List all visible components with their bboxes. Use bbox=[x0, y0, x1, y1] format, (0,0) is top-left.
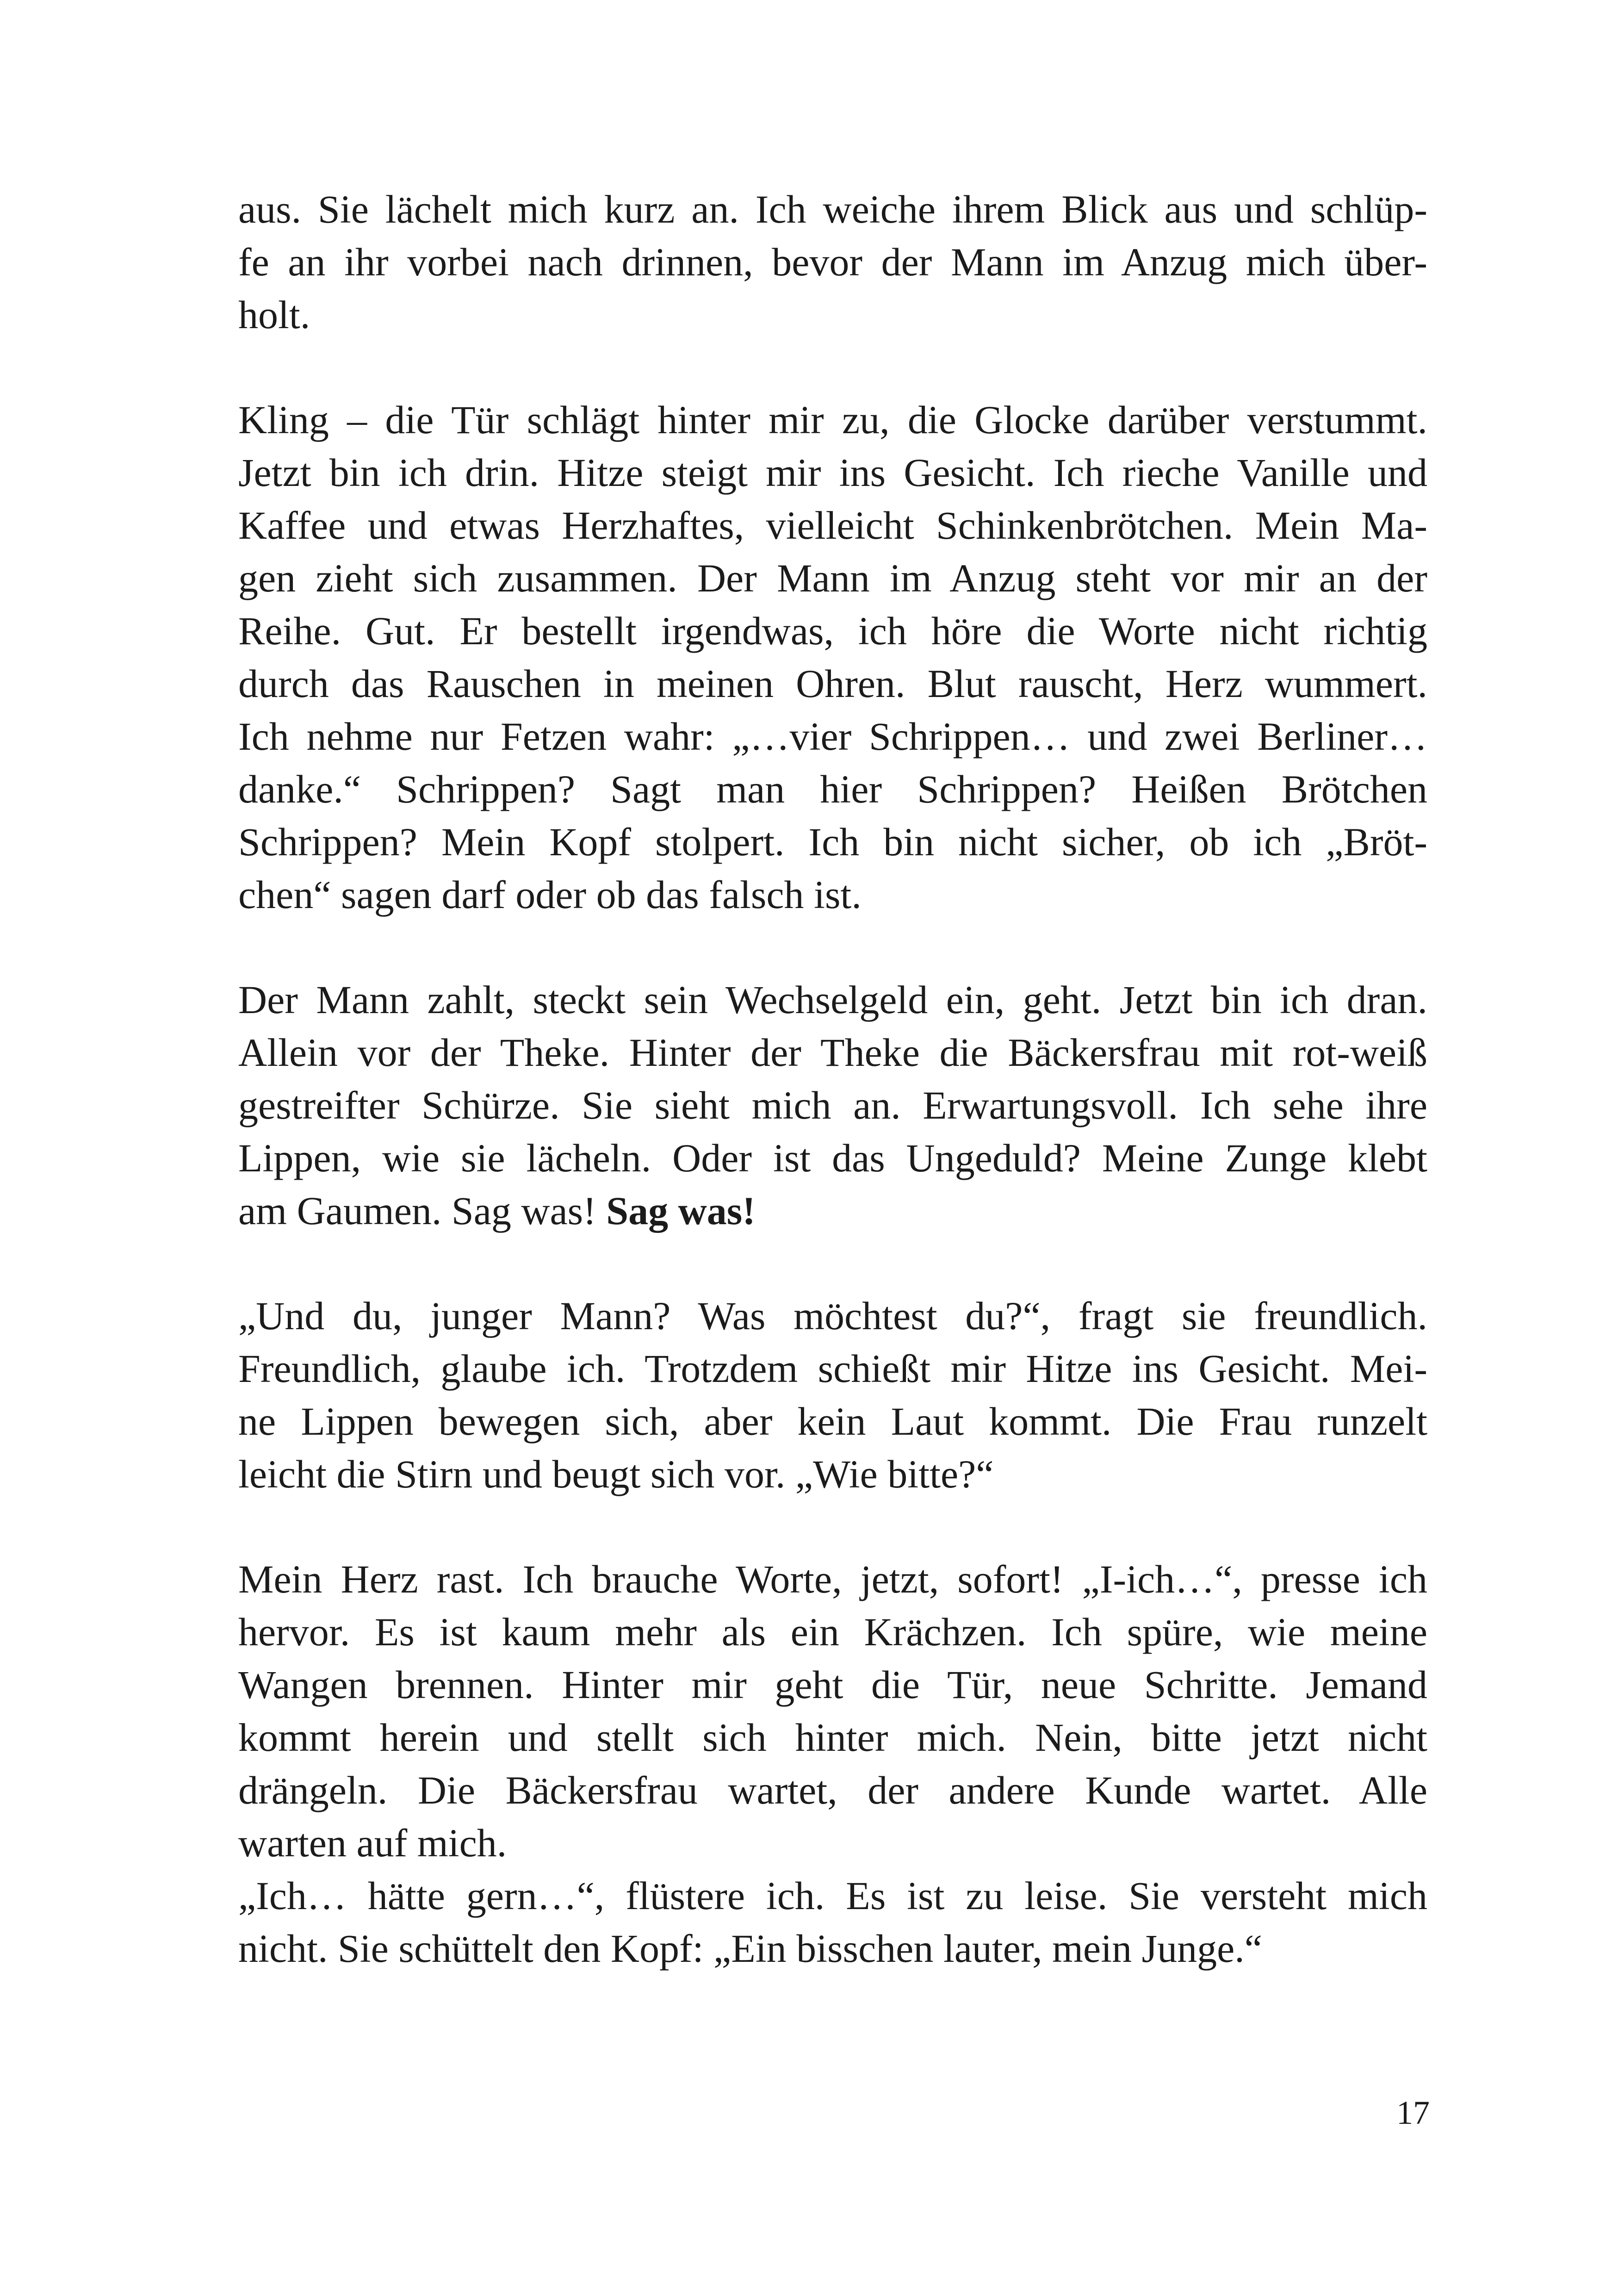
text-line: Ich nehme nur Fetzen wahr: „…vier Schrippen… und zwei Berliner… bbox=[238, 714, 1427, 759]
text-line: warten auf mich. bbox=[238, 1821, 507, 1865]
text-line: Allein vor der Theke. Hinter der Theke die Bäckersfrau mit rot-weiß bbox=[238, 1030, 1427, 1075]
text-line: Kling – die Tür schlägt hinter mir zu, die Glocke darüber verstummt. bbox=[238, 398, 1427, 442]
body-text bbox=[238, 183, 1427, 1975]
text-line: Mein Herz rast. Ich brauche Worte, jetzt, sofort! „I-ich…“, presse ich bbox=[238, 1557, 1427, 1601]
text-line: durch das Rauschen in meinen Ohren. Blut rauscht, Herz wummert. bbox=[238, 661, 1427, 706]
text-line: ne Lippen bewegen sich, aber kein Laut kommt. Die Frau runzelt bbox=[238, 1399, 1427, 1444]
text-line: Freundlich, glaube ich. Trotzdem schießt mir Hitze ins Gesicht. Mei- bbox=[238, 1346, 1427, 1391]
paragraph-5 bbox=[238, 1553, 1427, 1869]
text-line: drängeln. Die Bäckersfrau wartet, der andere Kunde wartet. Alle bbox=[238, 1768, 1427, 1812]
text-line: Der Mann zahlt, steckt sein Wechselgeld ein, geht. Jetzt bin ich dran. bbox=[238, 977, 1427, 1022]
text-line: hervor. Es ist kaum mehr als ein Krächzen. Ich spüre, wie meine bbox=[238, 1610, 1427, 1654]
text-line: aus. Sie lächelt mich kurz an. Ich weiche ihrem Blick aus und schlüp- bbox=[238, 187, 1427, 231]
text-line: Schrippen? Mein Kopf stolpert. Ich bin nicht sicher, ob ich „Bröt- bbox=[238, 820, 1427, 864]
text-line: Jetzt bin ich drin. Hitze steigt mir ins Gesicht. Ich rieche Vanille und bbox=[238, 450, 1427, 495]
text-line: Reihe. Gut. Er bestellt irgendwas, ich höre die Worte nicht richtig bbox=[238, 609, 1427, 653]
paragraph-3 bbox=[238, 973, 1427, 1237]
paragraph-6 bbox=[238, 1869, 1427, 1975]
text-line: gestreifter Schürze. Sie sieht mich an. Erwartungsvoll. Ich sehe ihre bbox=[238, 1083, 1427, 1127]
text-line: leicht die Stirn und beugt sich vor. „Wie bitte?“ bbox=[238, 1452, 994, 1496]
text-line: Kaffee und etwas Herzhaftes, vielleicht Schinkenbrötchen. Mein Ma- bbox=[238, 503, 1427, 548]
text-line: fe an ihr vorbei nach drinnen, bevor der Mann im Anzug mich über- bbox=[238, 240, 1427, 284]
paragraph-4 bbox=[238, 1289, 1427, 1500]
text-line: Wangen brennen. Hinter mir geht die Tür, neue Schritte. Jemand bbox=[238, 1662, 1427, 1707]
text-line: „Ich… hätte gern…“, flüstere ich. Es ist zu leise. Sie versteht mich bbox=[238, 1873, 1427, 1918]
text-line: holt. bbox=[238, 292, 310, 337]
page-number: 17 bbox=[1396, 2094, 1430, 2131]
text-line: danke.“ Schrippen? Sagt man hier Schrippen? Heißen Brötchen bbox=[238, 767, 1427, 811]
text-line: Lippen, wie sie lächeln. Oder ist das Ungeduld? Meine Zunge klebt bbox=[238, 1136, 1427, 1180]
paragraph-1 bbox=[238, 183, 1427, 341]
text-line: nicht. Sie schüttelt den Kopf: „Ein bisschen lauter, mein Junge.“ bbox=[238, 1926, 1262, 1971]
text-line bbox=[238, 1184, 1427, 1237]
text-line: chen“ sagen darf oder ob das falsch ist. bbox=[238, 872, 862, 917]
text-line: gen zieht sich zusammen. Der Mann im Anzug steht vor mir an der bbox=[238, 556, 1427, 600]
text-line-plain: am Gaumen. Sag was! bbox=[238, 1188, 607, 1233]
text-line: kommt herein und stellt sich hinter mich. Nein, bitte jetzt nicht bbox=[238, 1715, 1427, 1760]
emphasis-text: Sag was! bbox=[606, 1188, 756, 1233]
paragraph-2 bbox=[238, 393, 1427, 921]
text-line: „Und du, junger Mann? Was möchtest du?“, fragt sie freundlich. bbox=[238, 1294, 1427, 1338]
